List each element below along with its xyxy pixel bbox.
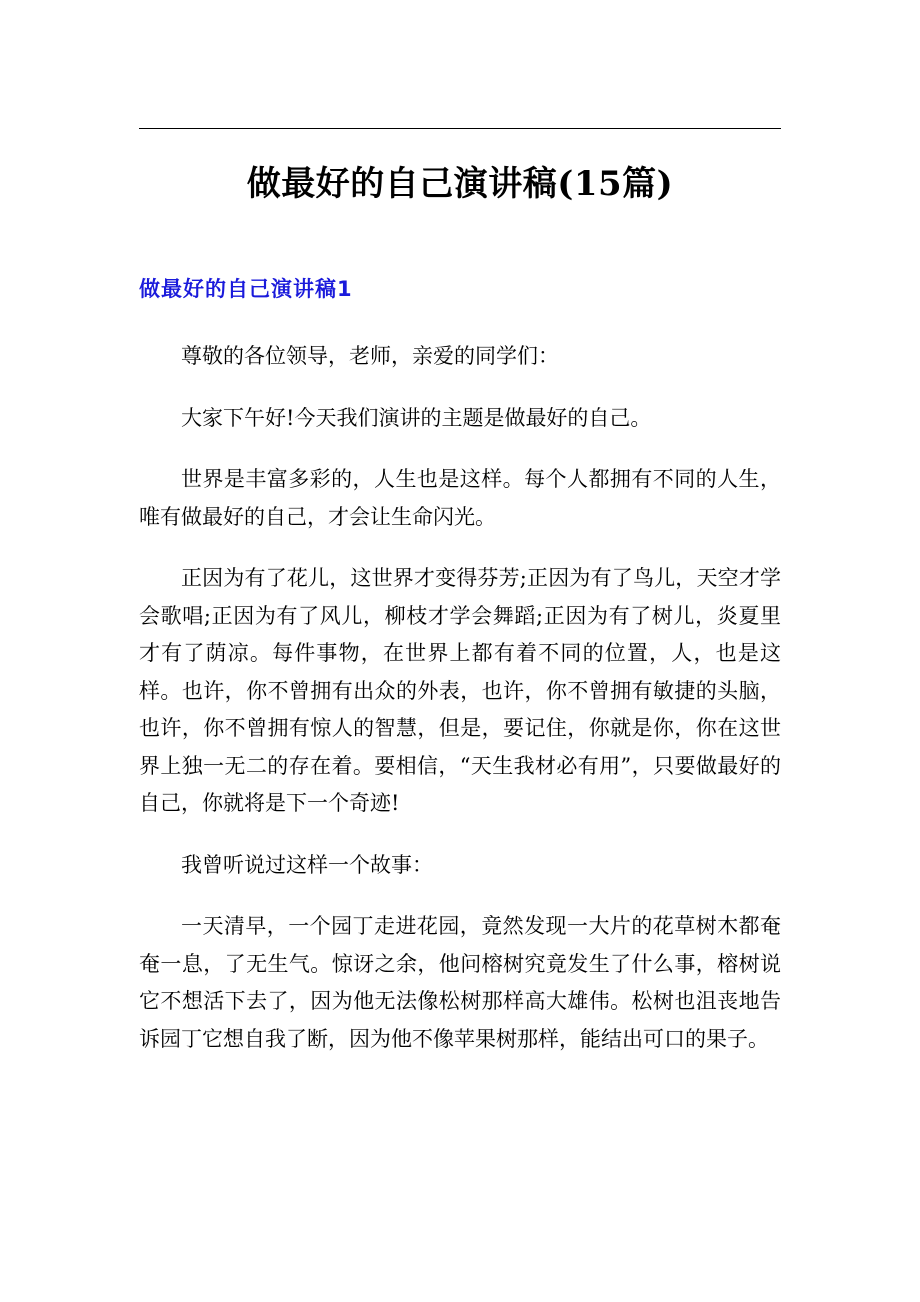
header-rule	[139, 128, 781, 129]
paragraph-flowers: 正因为有了花儿，这世界才变得芬芳;正因为有了鸟儿，天空才学会歌唱;正因为有了风儿，柳枝才学会舞蹈;正因为有了树儿，炎夏里才有了荫凉。每件事物，在世界上都有着不同的位置，人，也是这样。也许，你不曾拥有出众的外表，也许，你不曾拥有敏捷的头脑，也许，你不曾拥有惊人的智慧，但是，要记住，你就是你，你在这世界上独一无二的存在着。要相信，“天生我材必有用”，只要做最好的自己，你就将是下一个奇迹!	[139, 566, 781, 815]
paragraph-opening: 大家下午好!今天我们演讲的主题是做最好的自己。	[181, 405, 652, 430]
paragraph-greeting: 尊敬的各位领导，老师，亲爱的同学们：	[181, 344, 559, 368]
paragraph-story: 一天清早，一个园丁走进花园，竟然发现一大片的花草树木都奄奄一息，了无生气。惊讶之余，他问榕树究竟发生了什么事，榕树说它不想活下去了，因为他无法像松树那样高大雄伟。松树也沮丧地告诉园丁它想自我了断，因为他不像苹果树那样，能结出可口的果子。	[139, 914, 781, 1051]
body-text	[139, 338, 781, 1082]
section-heading: 做最好的自己演讲稿1	[139, 277, 353, 301]
paragraph-story-intro: 我曾听说过这样一个故事：	[181, 852, 433, 877]
document-title: 做最好的自己演讲稿(15篇)	[246, 164, 674, 204]
paragraph-world: 世界是丰富多彩的，人生也是这样。每个人都拥有不同的人生，唯有做最好的自己，才会让生命闪光。	[139, 467, 781, 529]
